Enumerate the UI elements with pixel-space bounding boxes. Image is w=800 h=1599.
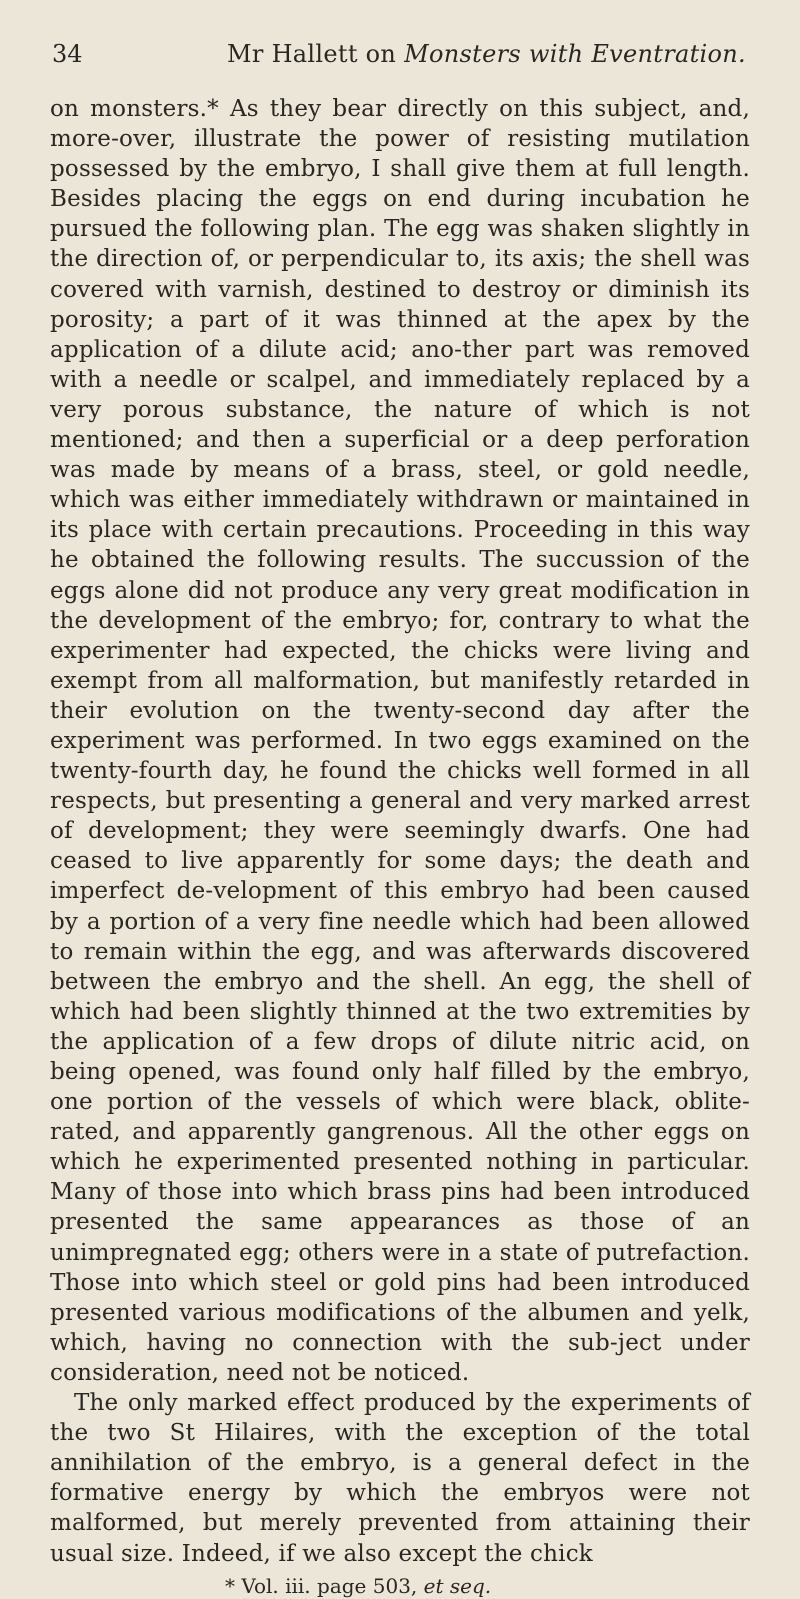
- paragraph-2: The only marked effect produced by the experiments of the two St Hilaires, with the exception of the total annihilation of the embryo, is a general defect in the formative energy by which the embryos were not malformed, but merely prevented from attaining their usual size. Indeed, if we also except the chick: [50, 1390, 750, 1567]
- paragraph-1: on monsters.* As they bear directly on this subject, and, more-over, illustrate the power of resisting mutilation possessed by the embryo, I shall give them at full length. Besides placing the eggs on end during incubation he pursued the following plan. The egg was shaken slightly in the direction of, or perpendicular to, its axis; the shell was covered with varnish, destined to destroy or diminish its porosity; a part of it was thinned at the apex by the application of a dilute acid; ano-ther part was removed with a needle or scalpel, and immediately replaced by a very porous substance, the nature of which is not mentioned; and then a superficial or a deep perforation was made by means of a brass, steel, or gold needle, which was either immediately withdrawn or maintained in its place with certain precautions. Proceeding in this way he obtained the following results. The succussion of the eggs alone did not produce any very great modification in the development of the embryo; for, contrary to what the experimenter had expected, the chicks were living and exempt from all malformation, but manifestly retarded in their evolution on the twenty-second day after the experiment was performed. In two eggs examined on the twenty-fourth day, he found the chicks well formed in all respects, but presenting a general and very marked arrest of development; they were seemingly dwarfs. One had ceased to live apparently for some days; the death and imperfect de-velopment of this embryo had been caused by a portion of a very fine needle which had been allowed to remain within the egg, and was afterwards discovered between the embryo and the shell. An egg, the shell of which had been slightly thinned at the two extremities by the application of a few drops of dilute nitric acid, on being opened, was found only half filled by the embryo, one portion of the vessels of which were black, oblite-rated, and apparently gangrenous. All the other eggs on which he experimented presented nothing in particular. Many of those into which brass pins had been introduced presented the same appearances as those of an unimpregnated egg; others were in a state of putrefaction. Those into which steel or gold pins had been introduced presented various modifications of the albumen and yelk, which, having no connection with the sub-ject under consideration, need not be noticed.: [50, 96, 750, 1386]
- page-number: 34: [52, 40, 83, 68]
- footnote-text: * Vol. iii. page 503,: [225, 1573, 424, 1598]
- running-head: [50, 40, 750, 70]
- footnote-italic: et seq.: [423, 1573, 492, 1598]
- running-title-italic: Monsters with Eventration.: [404, 40, 746, 68]
- running-title: [227, 40, 746, 68]
- footnote: [50, 1573, 750, 1599]
- running-title-roman: Mr Hallett on: [227, 40, 405, 68]
- body-text: [50, 94, 750, 1569]
